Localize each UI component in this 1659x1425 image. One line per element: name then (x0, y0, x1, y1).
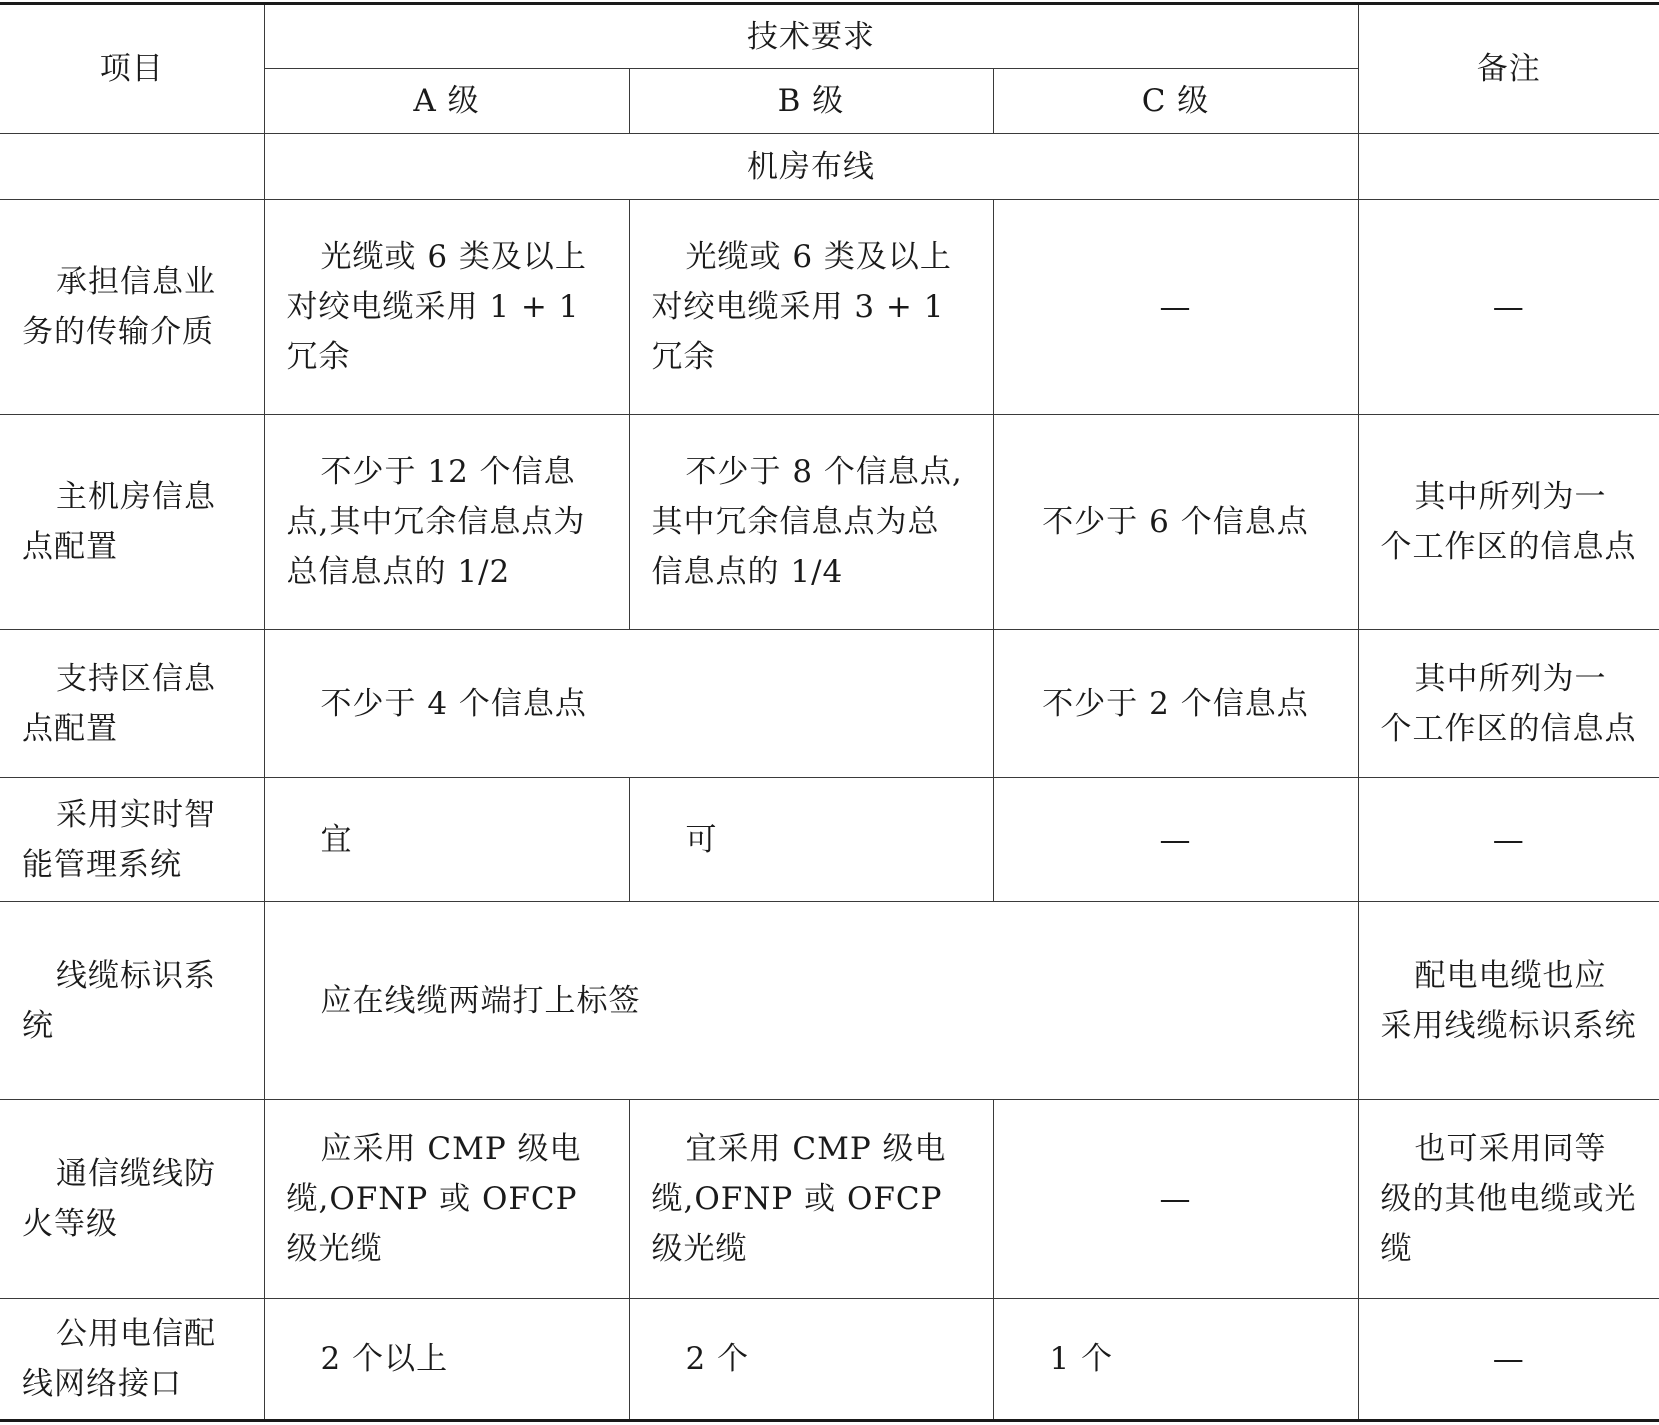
row-item: 采用实时智能管理系统 (0, 778, 264, 902)
spec-table (0, 2, 1659, 1422)
row-item: 主机房信息点配置 (0, 415, 264, 630)
cell-grade-c: — (993, 200, 1358, 415)
header-grade-b: B 级 (629, 69, 993, 134)
cell-grade-a: 光缆或 6 类及以上对绞电缆采用 1 + 1 冗余 (264, 200, 629, 415)
header-remark: 备注 (1358, 4, 1659, 134)
row-item: 线缆标识系统 (0, 902, 264, 1100)
header-row-1 (0, 4, 1659, 69)
cell-remark: — (1358, 200, 1659, 415)
cell-remark: 也可采用同等级的其他电缆或光缆 (1358, 1100, 1659, 1299)
table-row (0, 902, 1659, 1100)
header-tech-req: 技术要求 (264, 4, 1358, 69)
header-item: 项目 (0, 4, 264, 134)
table-row (0, 200, 1659, 415)
cell-grade-c: 1 个 (993, 1299, 1358, 1421)
header-grade-c: C 级 (993, 69, 1358, 134)
section-title: 机房布线 (264, 134, 1358, 200)
cell-remark: 配电电缆也应采用线缆标识系统 (1358, 902, 1659, 1100)
row-item: 通信缆线防火等级 (0, 1100, 264, 1299)
row-item: 支持区信息点配置 (0, 630, 264, 778)
table-row (0, 778, 1659, 902)
cell-grade-b: 不少于 8 个信息点,其中冗余信息点为总信息点的 1/4 (629, 415, 993, 630)
cell-grade-b: 2 个 (629, 1299, 993, 1421)
cell-grade-c: 不少于 6 个信息点 (993, 415, 1358, 630)
table-row (0, 1100, 1659, 1299)
cell-grade-a: 宜 (264, 778, 629, 902)
cell-remark: — (1358, 778, 1659, 902)
cell-grade-abc: 应在线缆两端打上标签 (264, 902, 1358, 1100)
header-grade-a: A 级 (264, 69, 629, 134)
cell-grade-b: 光缆或 6 类及以上对绞电缆采用 3 + 1 冗余 (629, 200, 993, 415)
cell-grade-b: 宜采用 CMP 级电缆,OFNP 或 OFCP 级光缆 (629, 1100, 993, 1299)
row-item: 承担信息业务的传输介质 (0, 200, 264, 415)
section-row (0, 134, 1659, 200)
cell-grade-a: 不少于 12 个信息点,其中冗余信息点为总信息点的 1/2 (264, 415, 629, 630)
cell-grade-c: — (993, 1100, 1358, 1299)
cell-remark: 其中所列为一个工作区的信息点 (1358, 630, 1659, 778)
cell-remark: 其中所列为一个工作区的信息点 (1358, 415, 1659, 630)
table-row (0, 1299, 1659, 1421)
cell-grade-c: 不少于 2 个信息点 (993, 630, 1358, 778)
cell-grade-a: 2 个以上 (264, 1299, 629, 1421)
cell-grade-ab: 不少于 4 个信息点 (264, 630, 993, 778)
cell-grade-a: 应采用 CMP 级电缆,OFNP 或 OFCP 级光缆 (264, 1100, 629, 1299)
cell-grade-c: — (993, 778, 1358, 902)
cell-grade-b: 可 (629, 778, 993, 902)
table-row (0, 415, 1659, 630)
cell-remark: — (1358, 1299, 1659, 1421)
table-row (0, 630, 1659, 778)
row-item: 公用电信配线网络接口 (0, 1299, 264, 1421)
section-empty-remark (1358, 134, 1659, 200)
section-empty-item (0, 134, 264, 200)
